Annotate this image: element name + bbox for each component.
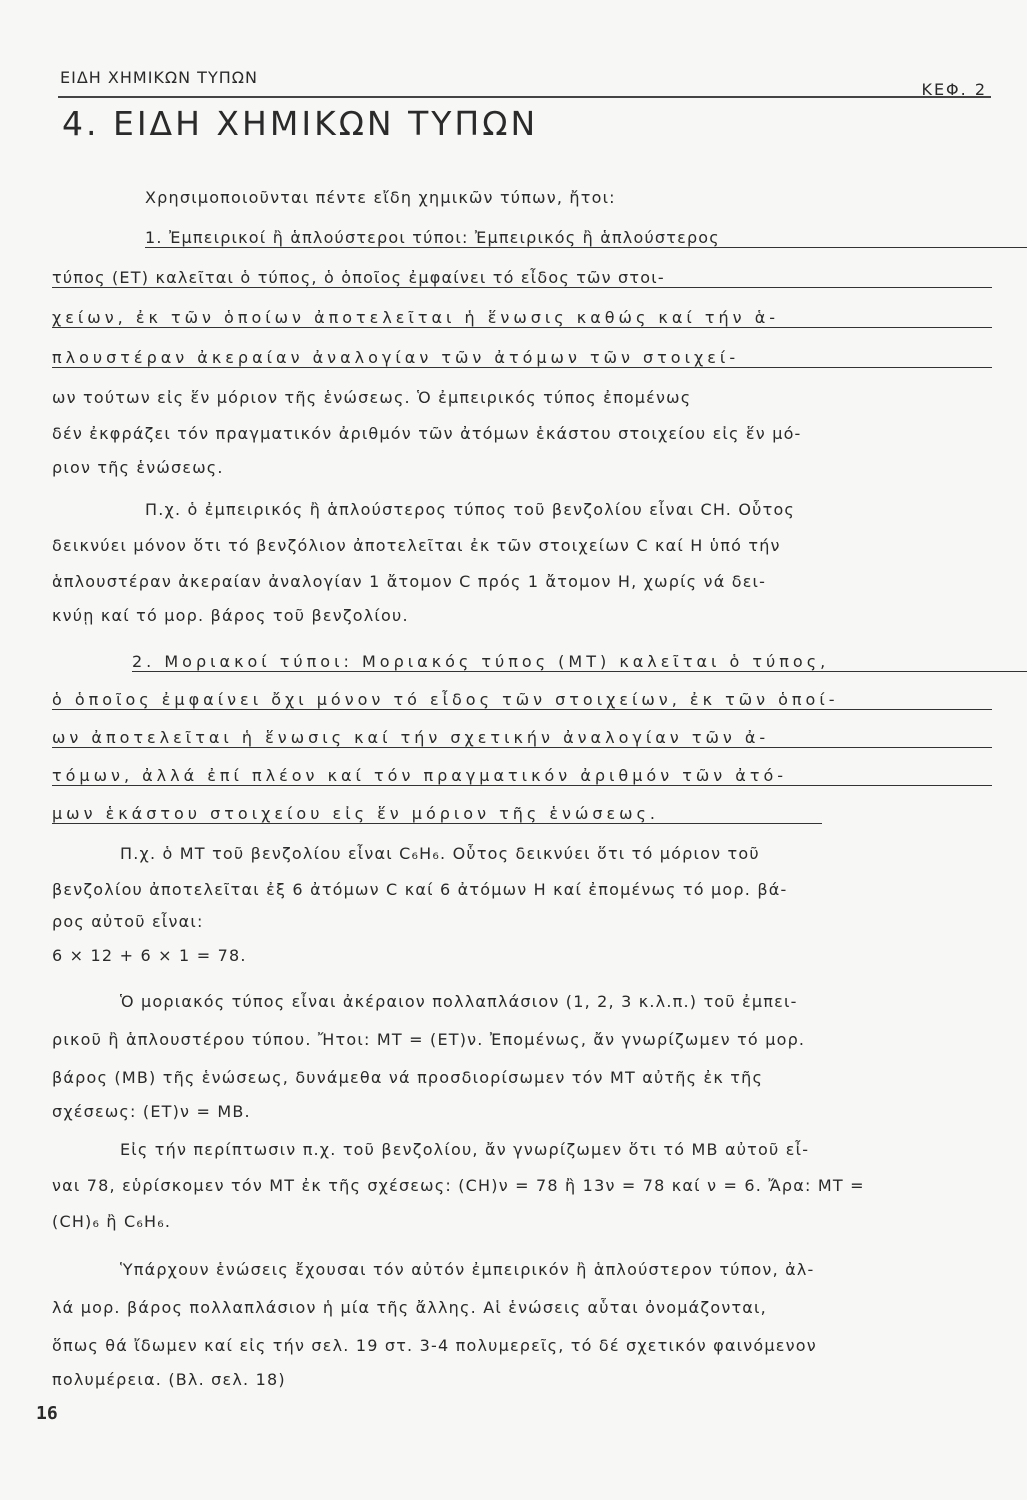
text-line: ὅπως θά ἴδωμεν καί εἰς τήν σελ. 19 στ. 3-4 πολυμερεῖς, τό δέ σχετικόν φαινόμενον — [52, 1336, 817, 1355]
text-line: Ὁ μοριακός τύπος εἶναι ἀκέραιον πολλαπλάσιον (1, 2, 3 κ.λ.π.) τοῦ ἐμπει- — [120, 992, 798, 1011]
text-line: ων τούτων εἰς ἕν μόριον τῆς ἑνώσεως. Ὁ ἐμπειρικός τύπος ἐπομένως — [52, 388, 692, 407]
text-line: τύπος (ΕΤ) καλεῖται ὁ τύπος, ὁ ὁποῖος ἐμφαίνει τό εἶδος τῶν στοι- — [52, 268, 992, 288]
text-line: Χρησιμοποιοῦνται πέντε εἴδη χημικῶν τύπων, ἤτοι: — [145, 188, 616, 207]
text-line: σχέσεως: (ΕΤ)ν = ΜΒ. — [52, 1102, 251, 1121]
text-line: (CH)₆ ἢ C₆H₆. — [52, 1212, 172, 1231]
text-line: 2. Μοριακοί τύποι: Μοριακός τύπος (ΜΤ) καλεῖται ὁ τύπος, — [132, 652, 1027, 672]
text-line: βάρος (ΜΒ) τῆς ἑνώσεως, δυνάμεθα νά προσδιορίσωμεν τόν ΜΤ αὐτῆς ἐκ τῆς — [52, 1068, 764, 1087]
text-line: ρικοῦ ἢ ἁπλουστέρου τύπου. Ἤτοι: ΜΤ = (ΕΤ)ν. Ἐπομένως, ἄν γνωρίζωμεν τό μορ. — [52, 1030, 806, 1049]
text-line: 1. Ἐμπειρικοί ἢ ἁπλούστεροι τύποι: Ἐμπειρικός ἢ ἁπλούστερος — [145, 228, 1027, 248]
text-line: δεικνύει μόνον ὅτι τό βενζόλιον ἀποτελεῖται ἐκ τῶν στοιχείων C καί H ὑπό τήν — [52, 536, 781, 555]
text-line: βενζολίου ἀποτελεῖται ἐξ 6 ἀτόμων C καί 6 ἀτόμων H καί ἐπομένως τό μορ. βά- — [52, 880, 788, 899]
text-line: δέν ἐκφράζει τόν πραγματικόν ἀριθμόν τῶν ἀτόμων ἑκάστου στοιχείου εἰς ἕν μό- — [52, 424, 802, 443]
text-line: κνύῃ καί τό μορ. βάρος τοῦ βενζολίου. — [52, 606, 409, 625]
text-line: ων ἀποτελεῖται ἡ ἕνωσις καί τήν σχετικήν ἀναλογίαν τῶν ἀ- — [52, 728, 992, 748]
text-line: ριον τῆς ἑνώσεως. — [52, 458, 224, 477]
text-line: μων ἑκάστου στοιχείου εἰς ἕν μόριον τῆς ἑνώσεως. — [52, 804, 822, 824]
text-line: Εἰς τήν περίπτωσιν π.χ. τοῦ βενζολίου, ἄν γνωρίζωμεν ὅτι τό ΜΒ αὐτοῦ εἶ- — [120, 1140, 810, 1159]
text-line: λά μορ. βάρος πολλαπλάσιον ἡ μία τῆς ἄλλης. Αἱ ἑνώσεις αὗται ὀνομάζονται, — [52, 1298, 767, 1317]
text-line: ἁπλουστέραν ἀκεραίαν ἀναλογίαν 1 ἄτομον C πρός 1 ἄτομον H, χωρίς νά δει- — [52, 572, 767, 591]
text-line: ρος αὐτοῦ εἶναι: — [52, 912, 204, 931]
text-line: τόμων, ἀλλά ἐπί πλέον καί τόν πραγματικόν ἀριθμόν τῶν ἀτό- — [52, 766, 992, 786]
text-line: ὁ ὁποῖος ἐμφαίνει ὄχι μόνον τό εἶδος τῶν στοιχείων, ἐκ τῶν ὁποί- — [52, 690, 992, 710]
page-title: 4. ΕΙΔΗ ΧΗΜΙΚΩΝ ΤΥΠΩΝ — [62, 104, 539, 143]
text-line: Π.χ. ὁ ΜΤ τοῦ βενζολίου εἶναι C₆H₆. Οὗτος δεικνύει ὅτι τό μόριον τοῦ — [120, 844, 760, 863]
text-line: ναι 78, εὑρίσκομεν τόν ΜΤ ἐκ τῆς σχέσεως: (CH)ν = 78 ἢ 13ν = 78 καί ν = 6. Ἄρα: ΜΤ = — [52, 1176, 865, 1195]
chapter-label: ΚΕΦ. 2 — [921, 80, 987, 99]
running-header: ΕΙΔΗ ΧΗΜΙΚΩΝ ΤΥΠΩΝ — [60, 68, 258, 87]
text-line: χείων, ἐκ τῶν ὁποίων ἀποτελεῖται ἡ ἕνωσις καθώς καί τήν ἁ- — [52, 308, 992, 328]
formula-line: 6 × 12 + 6 × 1 = 78. — [52, 946, 247, 965]
header-rule — [58, 96, 991, 98]
page-number: 16 — [36, 1403, 58, 1424]
text-line: πλουστέραν ἀκεραίαν ἀναλογίαν τῶν ἀτόμων τῶν στοιχεί- — [52, 348, 992, 368]
text-line: Ὑπάρχουν ἑνώσεις ἔχουσαι τόν αὐτόν ἐμπειρικόν ἢ ἁπλούστερον τύπον, ἀλ- — [120, 1260, 815, 1279]
text-line: Π.χ. ὁ ἐμπειρικός ἢ ἁπλούστερος τύπος τοῦ βενζολίου εἶναι CH. Οὗτος — [145, 500, 796, 519]
text-line: πολυμέρεια. (Βλ. σελ. 18) — [52, 1370, 286, 1389]
